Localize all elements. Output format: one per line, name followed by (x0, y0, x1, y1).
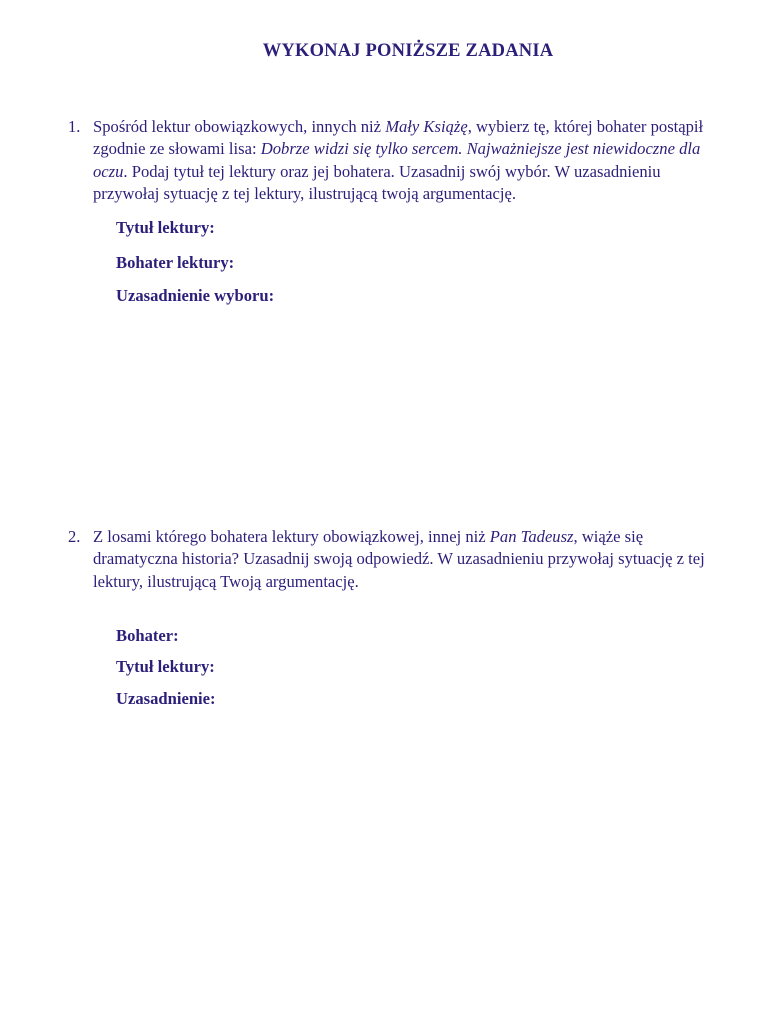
task-1-italic-book-title: Mały Książę (385, 117, 468, 136)
task-1-text-a: Spośród lektur obowiązkowych, innych niż (93, 117, 386, 136)
task-2-field-book-title: Tytuł lektury: (116, 657, 215, 676)
task-1-text-b: , wybierz tę, której bohater postąpił zgodnie ze słowami lisa: (93, 117, 704, 159)
task-1-instructions (93, 116, 728, 205)
task-1 (68, 116, 728, 205)
task-1-text-c: . Podaj tytuł tej lektury oraz jej bohatera. Uzasadnij swój wybór. W uzasadnieniu przywołaj sytuację z tej lektury, ilustrującą twoją argumentację. (93, 161, 661, 203)
task-1-italic-quote: Dobrze widzi się tylko sercem. Najważniejsze jest niewidoczne dla oczu (93, 139, 701, 181)
task-2-number: 2. (68, 527, 81, 546)
task-2 (68, 526, 728, 593)
task-1-field-justification: Uzasadnienie wyboru: (116, 286, 275, 305)
task-2-field-hero: Bohater: (116, 626, 179, 645)
page-title: WYKONAJ PONIŻSZE ZADANIA (262, 41, 554, 61)
task-2-field-justification: Uzasadnienie: (116, 689, 216, 708)
task-1-field-book-title: Tytuł lektury: (116, 218, 215, 237)
task-2-instructions (93, 526, 728, 593)
task-1-number: 1. (68, 117, 81, 136)
task-1-field-hero: Bohater lektury: (116, 253, 235, 272)
task-2-text-b: , wiąże się dramatyczna historia? Uzasadnij swoją odpowiedź. W uzasadnieniu przywołaj sytuację z tej lektury, ilustrującą Twoją argumentację. (93, 527, 705, 591)
task-2-text-a: Z losami którego bohatera lektury obowiązkowej, innej niż (93, 527, 490, 546)
task-2-italic-book-title: Pan Tadeusz (489, 527, 574, 546)
